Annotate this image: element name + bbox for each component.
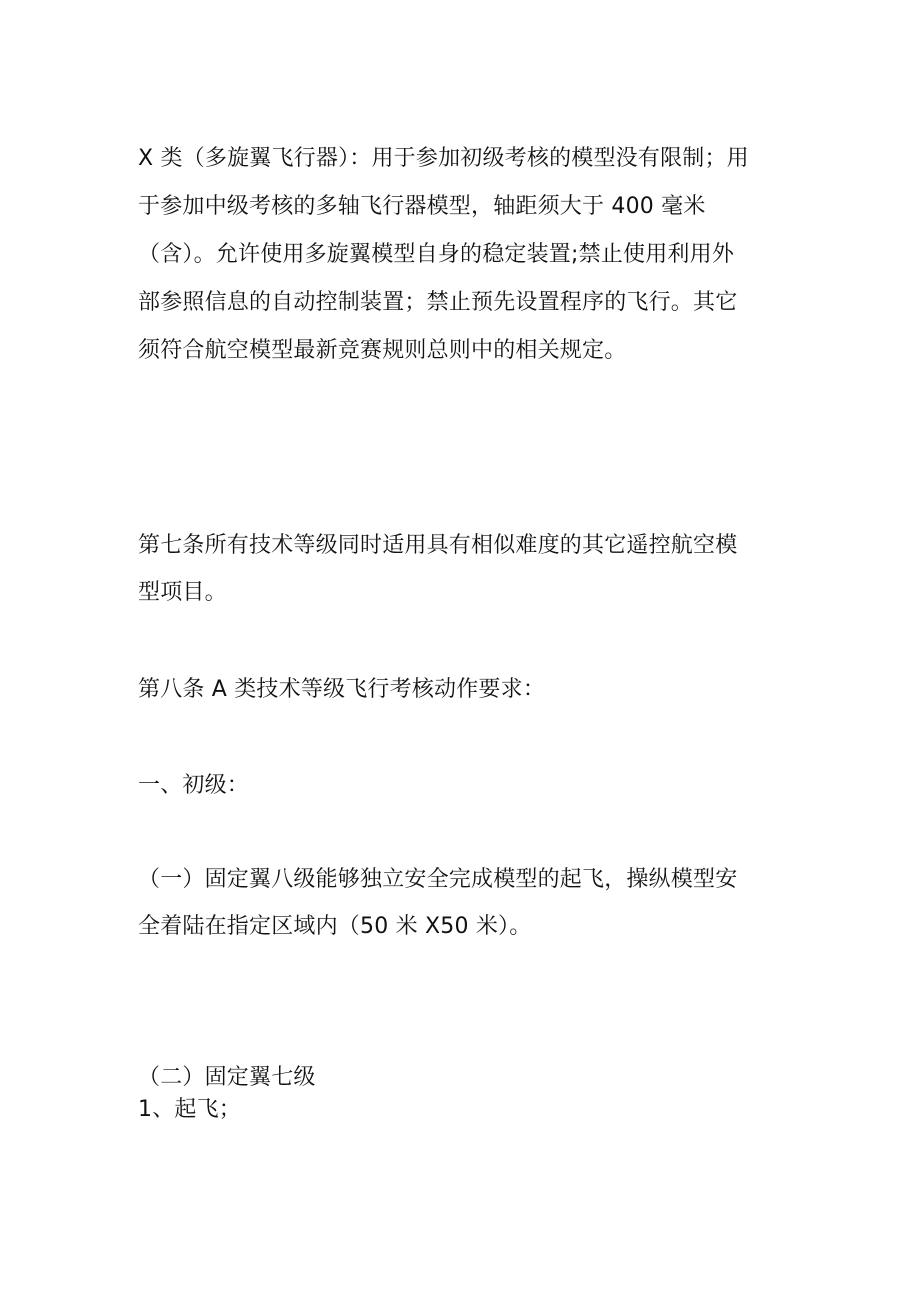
item-two-heading: （二）固定翼七级 [138, 1065, 316, 1090]
item-one-line-2: 全着陆在指定区域内（50 米 X50 米）。 [138, 914, 532, 939]
article-eight-heading: 第八条 A 类技术等级飞行考核动作要求： [138, 677, 546, 702]
item-one-line-1: （一）固定翼八级能够独立安全完成模型的起飞，操纵模型安 [138, 867, 738, 892]
paragraph-x-class-line-2: 于参加中级考核的多轴飞行器模型，轴距须大于 400 毫米 [138, 194, 706, 219]
paragraph-x-class-line-1: X 类（多旋翼飞行器）：用于参加初级考核的模型没有限制；用 [138, 146, 749, 171]
section-primary-heading: 一、初级： [138, 773, 250, 798]
item-two-step-1: 1、起飞； [138, 1097, 241, 1122]
article-seven-line-2: 型项目。 [138, 580, 227, 605]
article-seven-line-1: 第七条所有技术等级同时适用具有相似难度的其它遥控航空模 [138, 533, 738, 558]
paragraph-x-class-line-5: 须符合航空模型最新竞赛规则总则中的相关规定。 [138, 338, 627, 363]
paragraph-x-class-line-4: 部参照信息的自动控制装置；禁止预先设置程序的飞行。其它 [138, 290, 738, 315]
paragraph-x-class-line-3: （含）。允许使用多旋翼模型自身的稳定装置;禁止使用利用外 [138, 242, 735, 267]
